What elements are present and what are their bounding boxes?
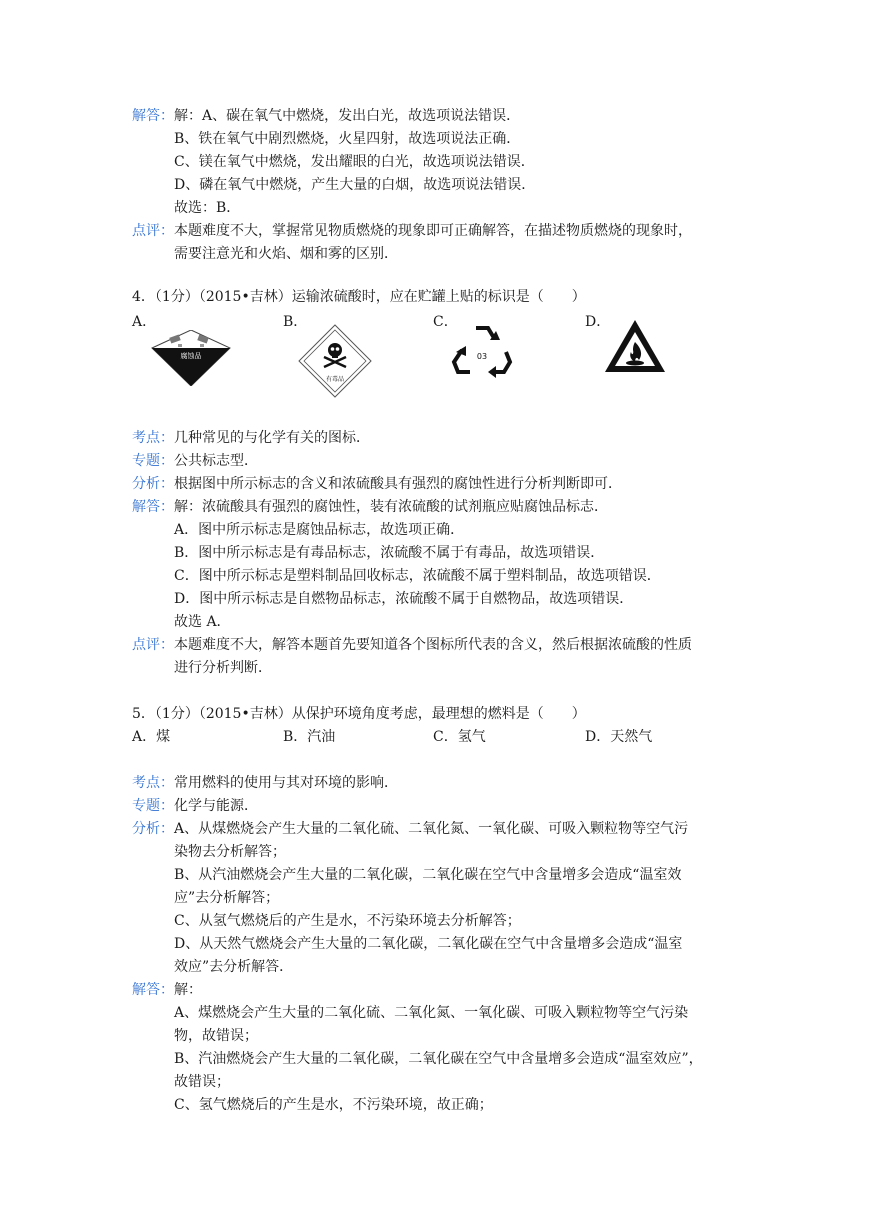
q4-topic-row: [132, 427, 742, 450]
topic-text: 几种常见的与化学有关的图标．: [174, 430, 370, 446]
topic-label: 考点：: [132, 775, 174, 791]
flammable-sign-icon: [603, 318, 667, 374]
q4-comment-row: [132, 634, 742, 657]
answer-line: 故选 A．: [174, 614, 231, 630]
answer-line: C．图中所示标志是塑料制品回收标志，浓硫酸不属于塑料制品，故选项错误．: [174, 568, 661, 584]
q4-special-row: [132, 450, 742, 473]
q4-option-c-letter: C．: [433, 314, 458, 330]
special-text: 公共标志型．: [174, 453, 258, 469]
answer-text: 解：浓硫酸具有强烈的腐蚀性，装有浓硫酸的试剂瓶应贴腐蚀品标志．: [174, 499, 608, 515]
answer-text: 解：A、碳在氧气中燃烧，发出白光，故选项说法错误．: [174, 108, 521, 124]
analysis-line: C、从氢气燃烧后的产生是水，不污染环境去分析解答；: [174, 913, 521, 929]
answer-line: C、氢气燃烧后的产生是水，不污染环境，故正确；: [174, 1097, 493, 1113]
answer-line: 故错误；: [174, 1074, 230, 1090]
answer-line: D、磷在氧气中燃烧，产生大量的白烟，故选项说法错误．: [174, 177, 536, 193]
answer-line: B、铁在氧气中剧烈燃烧，火星四射，故选项说法正确．: [174, 131, 521, 147]
toxic-sign-text: 有毒品: [325, 376, 345, 383]
topic-label: 考点：: [132, 430, 174, 446]
recycling-number: 03: [476, 352, 488, 361]
q5-answer-row: [132, 979, 742, 1002]
toxic-sign-icon: [297, 323, 373, 399]
q5-choice-a: A．煤: [132, 729, 171, 745]
analysis-text: A、从煤燃烧会产生大量的二氧化硫、二氧化氮、一氧化碳、可吸入颗粒物等空气污: [174, 821, 689, 837]
analysis-line: B、从汽油燃烧会产生大量的二氧化碳，二氧化碳在空气中含量增多会造成“温室效: [174, 867, 682, 883]
analysis-text: 根据图中所示标志的含义和浓硫酸具有强烈的腐蚀性进行分析判断即可．: [174, 476, 622, 492]
topic-text: 常用燃料的使用与其对环境的影响．: [174, 775, 398, 791]
analysis-line: 效应”去分析解答．: [174, 959, 294, 975]
comment-line: 需要注意光和火焰、烟和雾的区别．: [174, 246, 398, 262]
q5-choice-b: B．汽油: [283, 729, 336, 745]
plastic-recycling-icon: [450, 322, 514, 378]
answer-text: 解：: [174, 982, 202, 998]
q4-answer-row: [132, 496, 742, 519]
comment-text: 本题难度不大，掌握常见物质燃烧的现象即可正确解答，在描述物质燃烧的现象时，: [174, 223, 692, 239]
answer-label: 解答：: [132, 108, 174, 124]
special-label: 专题：: [132, 798, 174, 814]
answer-line: C、镁在氧气中燃烧，发出耀眼的白光，故选项说法错误．: [174, 154, 535, 170]
answer-line: 故选：B．: [174, 200, 241, 216]
comment-label: 点评：: [132, 637, 174, 653]
answer-line: B．图中所示标志是有毒品标志，浓硫酸不属于有毒品，故选项错误．: [174, 545, 605, 561]
corrosive-sign-icon: [148, 330, 234, 386]
special-text: 化学与能源．: [174, 798, 258, 814]
q5-topic-row: [132, 772, 742, 795]
special-label: 专题：: [132, 453, 174, 469]
q5-analysis-row: [132, 818, 742, 841]
q5-special-row: [132, 795, 742, 818]
analysis-label: 分析：: [132, 821, 174, 837]
answer-line: D．图中所示标志是自燃物品标志，浓硫酸不属于自燃物品，故选项错误．: [174, 591, 634, 607]
answer-label: 解答：: [132, 982, 174, 998]
analysis-line: 染物去分析解答；: [174, 844, 286, 860]
q4-option-b-letter: B．: [283, 314, 308, 330]
analysis-line: D、从天然气燃烧会产生大量的二氧化碳，二氧化碳在空气中含量增多会造成“温室: [174, 936, 683, 952]
q5-choice-c: C．氢气: [433, 729, 486, 745]
q5-stem: 5．（1分）（2015•吉林）从保护环境角度考虑，最理想的燃料是（ ）: [132, 706, 586, 722]
q3-answer-row: [132, 105, 742, 128]
comment-label: 点评：: [132, 223, 174, 239]
answer-line: A．图中所示标志是腐蚀品标志，故选项正确．: [174, 522, 465, 538]
comment-line: 进行分析判断．: [174, 660, 272, 676]
answer-line: B、汽油燃烧会产生大量的二氧化碳，二氧化碳在空气中含量增多会造成“温室效应”，: [174, 1051, 703, 1067]
corrosive-sign-text: 腐蚀品: [180, 352, 202, 360]
comment-text: 本题难度不大，解答本题首先要知道各个图标所代表的含义，然后根据浓硫酸的性质: [174, 637, 692, 653]
q4-stem: 4．（1分）（2015•吉林）运输浓硫酸时，应在贮罐上贴的标识是（ ）: [132, 289, 586, 305]
q4-option-a-letter: A．: [132, 314, 157, 330]
analysis-label: 分析：: [132, 476, 174, 492]
q4-analysis-row: [132, 473, 742, 496]
answer-label: 解答：: [132, 499, 174, 515]
q3-comment-row: [132, 220, 742, 243]
analysis-line: 应”去分析解答；: [174, 890, 280, 906]
answer-line: A、煤燃烧会产生大量的二氧化硫、二氧化氮、一氧化碳、可吸入颗粒物等空气污染: [174, 1005, 689, 1021]
q5-choice-d: D．天然气: [585, 729, 653, 745]
answer-line: 物，故错误；: [174, 1028, 258, 1044]
q4-option-d-letter: D．: [585, 314, 611, 330]
